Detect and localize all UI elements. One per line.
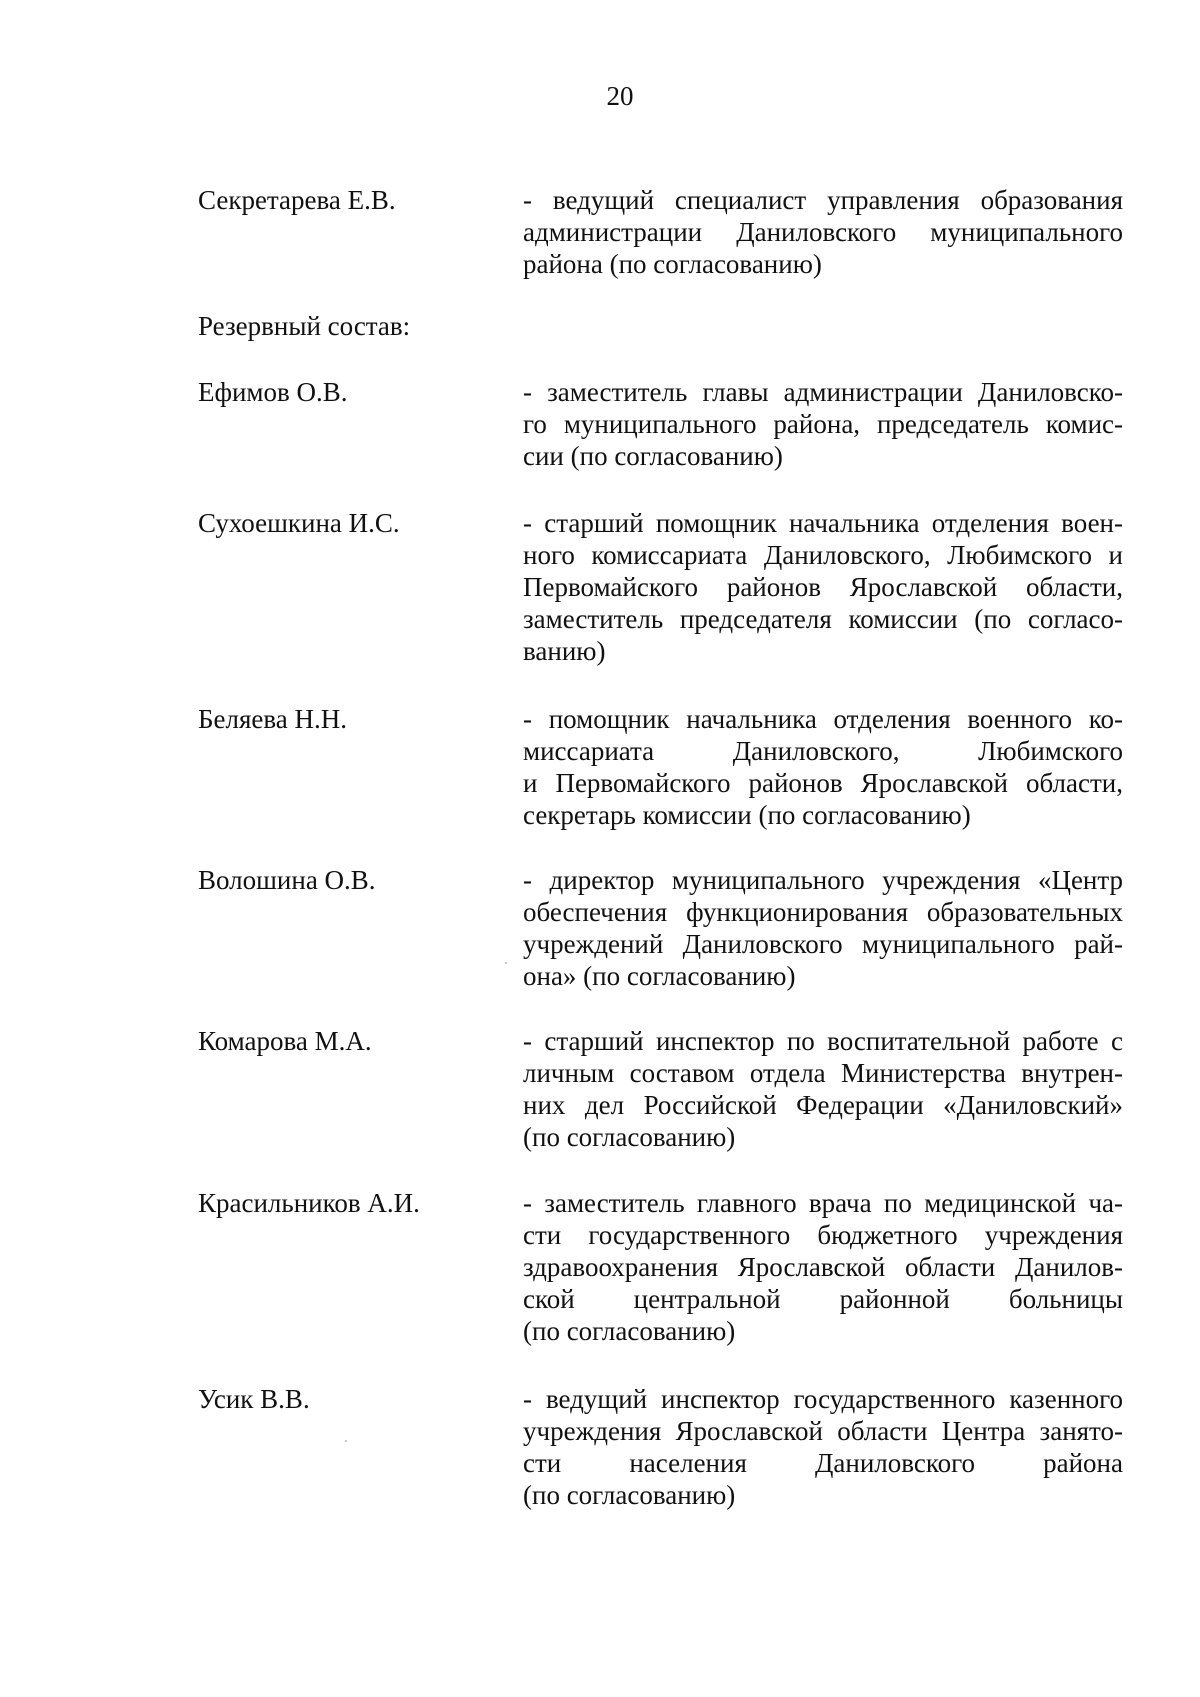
- member-name: Волошина О.В.: [198, 865, 376, 895]
- position-line: ской центральной районной больницы: [523, 1284, 1123, 1314]
- position-line: (по согласованию): [523, 1480, 736, 1510]
- member-name: Секретарева Е.В.: [198, 185, 396, 215]
- member-name: Красильников А.И.: [198, 1188, 420, 1218]
- position-line: го муниципального района, председатель комис-: [523, 409, 1123, 439]
- scan-speck: [505, 962, 507, 964]
- position-line: - заместитель главного врача по медицинской ча-: [523, 1188, 1123, 1218]
- position-line: района (по согласованию): [523, 249, 822, 279]
- scan-speck: [345, 1440, 347, 1442]
- member-position: [523, 1383, 1123, 1511]
- position-line: администрации Даниловского муниципального: [523, 217, 1123, 247]
- position-line: сти населения Даниловского района: [523, 1448, 1123, 1478]
- position-line: миссариата Даниловского, Любимского: [523, 736, 1123, 766]
- member-position: [523, 1025, 1123, 1153]
- member-name: Ефимов О.В.: [198, 377, 348, 407]
- member-name: Сухоешкина И.С.: [198, 508, 400, 538]
- position-line: них дел Российской Федерации «Даниловский»: [523, 1090, 1123, 1120]
- member-position: [523, 864, 1123, 992]
- position-line: - старший инспектор по воспитательной работе с: [523, 1026, 1123, 1056]
- position-line: - заместитель главы администрации Даниловско-: [523, 377, 1123, 407]
- position-line: - помощник начальника отделения военного ко-: [523, 704, 1123, 734]
- position-line: учреждений Даниловского муниципального рай-: [523, 929, 1123, 959]
- member-name: Комарова М.А.: [198, 1026, 372, 1056]
- position-line: Первомайского районов Ярославской области,: [523, 572, 1123, 602]
- position-line: она» (по согласованию): [523, 961, 796, 991]
- member-position: [523, 507, 1123, 667]
- member-position: [523, 1187, 1123, 1347]
- position-line: - директор муниципального учреждения «Центр: [523, 865, 1123, 895]
- member-name: Усик В.В.: [198, 1384, 310, 1414]
- position-line: обеспечения функционирования образовательных: [523, 897, 1123, 927]
- member-name: Беляева Н.Н.: [198, 704, 347, 734]
- member-position: [523, 184, 1123, 280]
- page-number: 20: [606, 81, 634, 111]
- position-line: сии (по согласованию): [523, 441, 783, 471]
- position-line: заместитель председателя комиссии (по согласо-: [523, 604, 1123, 634]
- position-line: - ведущий специалист управления образования: [523, 185, 1123, 215]
- position-line: (по согласованию): [523, 1316, 736, 1346]
- position-line: ванию): [523, 636, 606, 666]
- position-line: секретарь комиссии (по согласованию): [523, 800, 971, 830]
- position-line: - ведущий инспектор государственного казенного: [523, 1384, 1123, 1414]
- position-line: и Первомайского районов Ярославской области,: [523, 768, 1123, 798]
- position-line: (по согласованию): [523, 1122, 736, 1152]
- position-line: ного комиссариата Даниловского, Любимского и: [523, 540, 1123, 570]
- position-line: сти государственного бюджетного учреждения: [523, 1220, 1123, 1250]
- member-position: [523, 376, 1123, 472]
- position-line: здравоохранения Ярославской области Данилов-: [523, 1252, 1123, 1282]
- position-line: личным составом отдела Министерства внутрен-: [523, 1058, 1123, 1088]
- position-line: учреждения Ярославской области Центра занято-: [523, 1416, 1123, 1446]
- member-position: [523, 703, 1123, 831]
- reserve-section-label: Резервный состав:: [198, 311, 411, 341]
- position-line: - старший помощник начальника отделения воен-: [523, 508, 1123, 538]
